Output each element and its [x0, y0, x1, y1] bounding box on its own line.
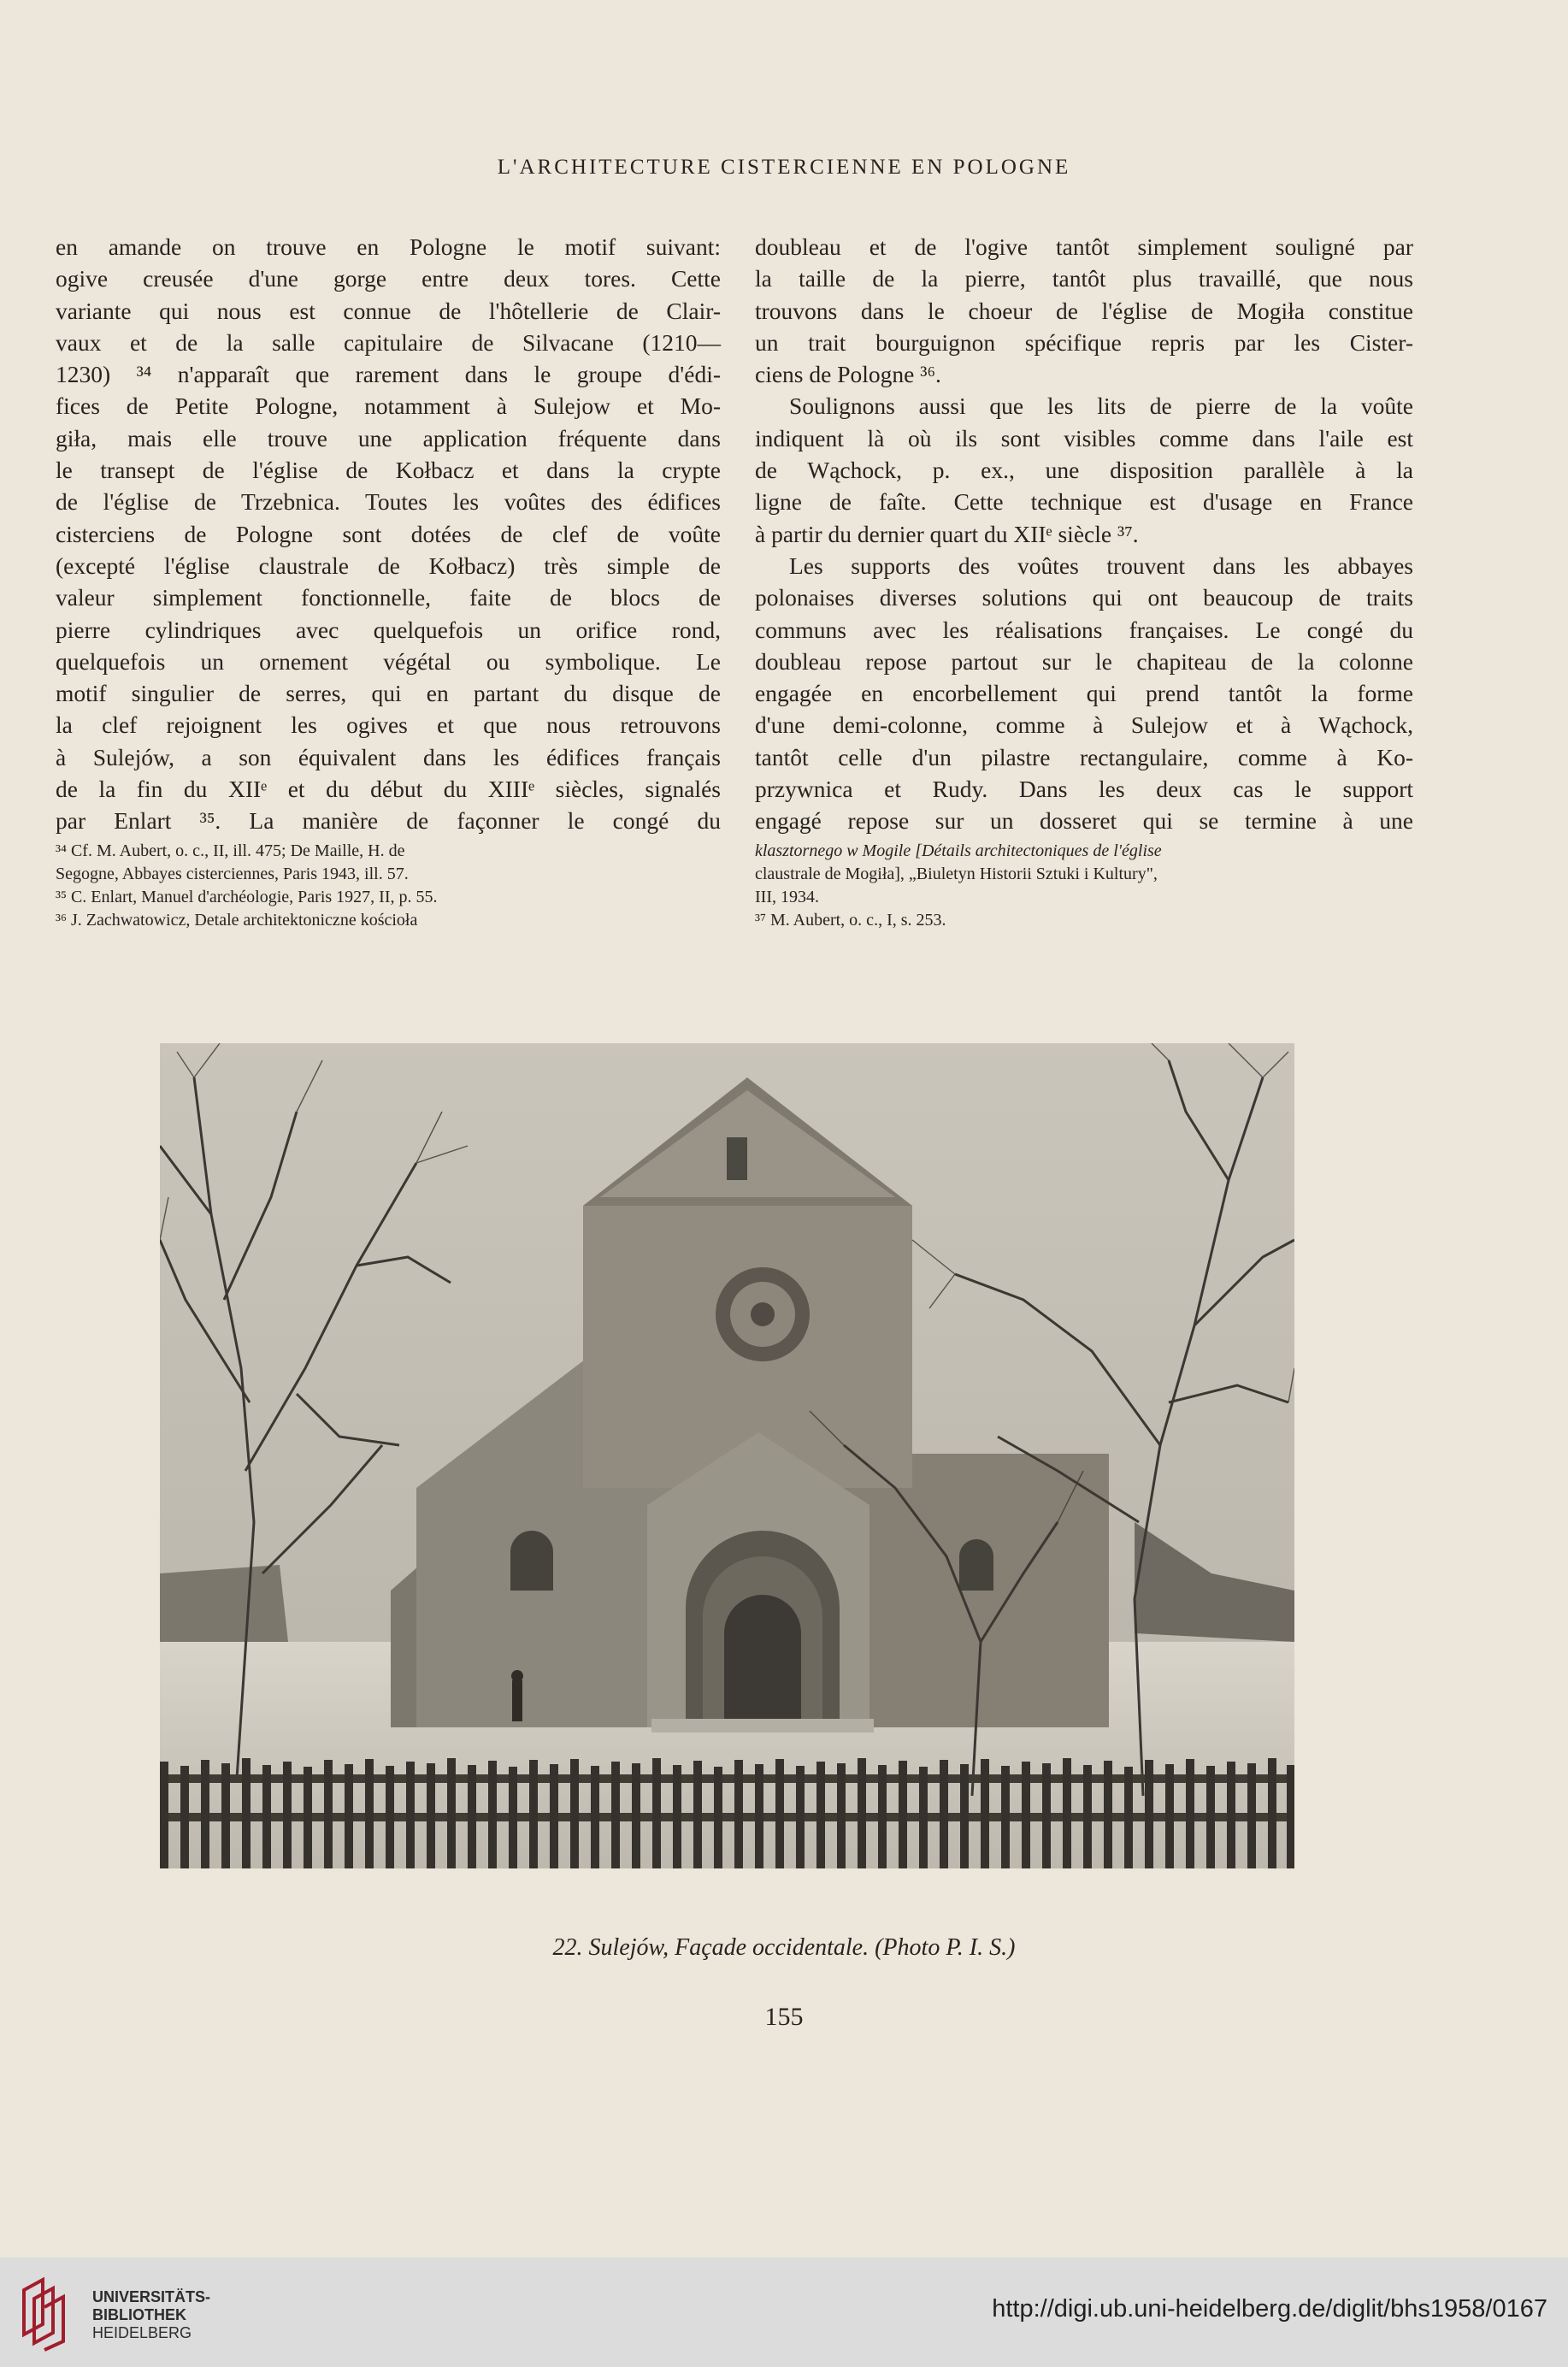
text-line: valeur simplement fonctionnelle, faite de blocs de	[56, 584, 721, 611]
text-line: communs avec les réalisations françaises. Le congé du	[755, 616, 1413, 643]
footnote-line: III, 1934.	[755, 888, 819, 906]
footnote-line: klasztornego w Mogile [Détails architectoniques de l'église	[755, 841, 1162, 860]
church-facade-photo	[160, 1043, 1294, 1868]
text-line: giła, mais elle trouve une application fréquente dans	[56, 424, 721, 452]
text-line: variante qui nous est connue de l'hôtellerie de Clair-	[56, 297, 721, 324]
footnote-line: ³⁵ C. Enlart, Manuel d'archéologie, Paris 1927, II, p. 55.	[56, 888, 438, 906]
footnotes-right	[755, 840, 1413, 932]
text-line: par Enlart ³⁵. La manière de façonner le congé du	[56, 807, 721, 835]
text-line: de l'église de Trzebnica. Toutes les voûtes des édifices	[56, 488, 721, 516]
text-line: tantôt celle d'un pilastre rectangulaire, comme à Ko-	[755, 743, 1413, 770]
footnotes-left	[56, 840, 721, 932]
footnote-line: ³⁶ J. Zachwatowicz, Detale architektoniczne kościoła	[56, 911, 418, 930]
text-line: d'une demi-colonne, comme à Sulejow et à Wąchock,	[755, 711, 1413, 739]
library-name-line: UNIVERSITÄTS-	[92, 2288, 211, 2305]
right-column	[755, 231, 1413, 837]
text-line: un trait bourguignon spécifique repris par les Cister-	[755, 328, 1413, 356]
text-line: ligne de faîte. Cette technique est d'usage en France	[755, 488, 1413, 516]
text-line: przywnica et Rudy. Dans les deux cas le support	[755, 776, 1413, 803]
page-number: 155	[764, 2003, 804, 2031]
footnote-line: ³⁴ Cf. M. Aubert, o. c., II, ill. 475; De Maille, H. de	[56, 841, 405, 860]
text-line: 1230) ³⁴ n'apparaît que rarement dans le groupe d'édi-	[56, 361, 721, 388]
text-line: fices de Petite Pologne, notamment à Sulejow et Mo-	[56, 393, 721, 420]
right-paragraph-1	[755, 231, 1413, 390]
footnote-line: Segogne, Abbayes cisterciennes, Paris 1943, ill. 57.	[56, 865, 409, 883]
text-line: engagé repose sur un dosseret qui se termine à une	[755, 807, 1413, 835]
library-name-line: BIBLIOTHEK	[92, 2306, 186, 2323]
library-logo-icon	[17, 2273, 79, 2352]
text-line: à Sulejów, a son équivalent dans les édifices français	[56, 743, 721, 770]
text-line: de la fin du XIIᵉ et du début du XIIIᵉ siècles, signalés	[56, 776, 721, 803]
source-url-link[interactable]: http://digi.ub.uni-heidelberg.de/diglit/bhs1958/0167	[992, 2295, 1547, 2323]
library-name	[92, 2288, 210, 2342]
text-line: quelquefois un ornement végétal ou symbolique. Le	[56, 647, 721, 675]
footnote-line: claustrale de Mogiła], „Biuletyn Historii Sztuki i Kultury",	[755, 865, 1158, 883]
running-title: L'ARCHITECTURE CISTERCIENNE EN POLOGNE	[497, 156, 1071, 179]
footnote-line: ³⁷ M. Aubert, o. c., I, s. 253.	[755, 911, 946, 930]
left-column	[56, 231, 721, 837]
text-line: ogive creusée d'une gorge entre deux tores. Cette	[56, 265, 721, 292]
text-line: doubleau et de l'ogive tantôt simplement souligné par	[755, 233, 1413, 260]
text-line: motif singulier de serres, qui en partant du disque de	[56, 680, 721, 707]
left-paragraph	[56, 231, 721, 837]
text-line: en amande on trouve en Pologne le motif suivant:	[56, 233, 721, 260]
text-line: à partir du dernier quart du XIIᵉ siècle ³⁷.	[755, 520, 1139, 547]
library-name-line: HEIDELBERG	[92, 2324, 192, 2341]
right-paragraph-3	[755, 550, 1413, 837]
text-line: la taille de la pierre, tantôt plus travaillé, que nous	[755, 265, 1413, 292]
text-line: doubleau repose partout sur le chapiteau de la colonne	[755, 647, 1413, 675]
text-line: la clef rejoignent les ogives et que nous retrouvons	[56, 711, 721, 739]
text-line: pierre cylindriques avec quelquefois un orifice rond,	[56, 616, 721, 643]
text-line: Les supports des voûtes trouvent dans les abbayes	[789, 552, 1413, 579]
text-line: trouvons dans le choeur de l'église de Mogiła constitue	[755, 297, 1413, 324]
text-line: engagée en encorbellement qui prend tantôt la forme	[755, 680, 1413, 707]
text-line: Soulignons aussi que les lits de pierre de la voûte	[789, 393, 1413, 420]
text-line: indiquent là où ils sont visibles comme dans l'aile est	[755, 424, 1413, 452]
text-line: polonaises diverses solutions qui ont beaucoup de traits	[755, 584, 1413, 611]
digitization-footer	[0, 2258, 1568, 2367]
figure-caption: 22. Sulejów, Façade occidentale. (Photo P. I. S.)	[552, 1934, 1016, 1961]
text-line: (excepté l'église claustrale de Kołbacz) très simple de	[56, 552, 721, 579]
text-line: cisterciens de Pologne sont dotées de clef de voûte	[56, 520, 721, 547]
text-line: vaux et de la salle capitulaire de Silvacane (1210—	[56, 328, 721, 356]
text-line: le transept de l'église de Kołbacz et dans la crypte	[56, 457, 721, 484]
text-line: ciens de Pologne ³⁶.	[755, 361, 941, 388]
text-line: de Wąchock, p. ex., une disposition parallèle à la	[755, 457, 1413, 484]
right-paragraph-2	[755, 390, 1413, 549]
